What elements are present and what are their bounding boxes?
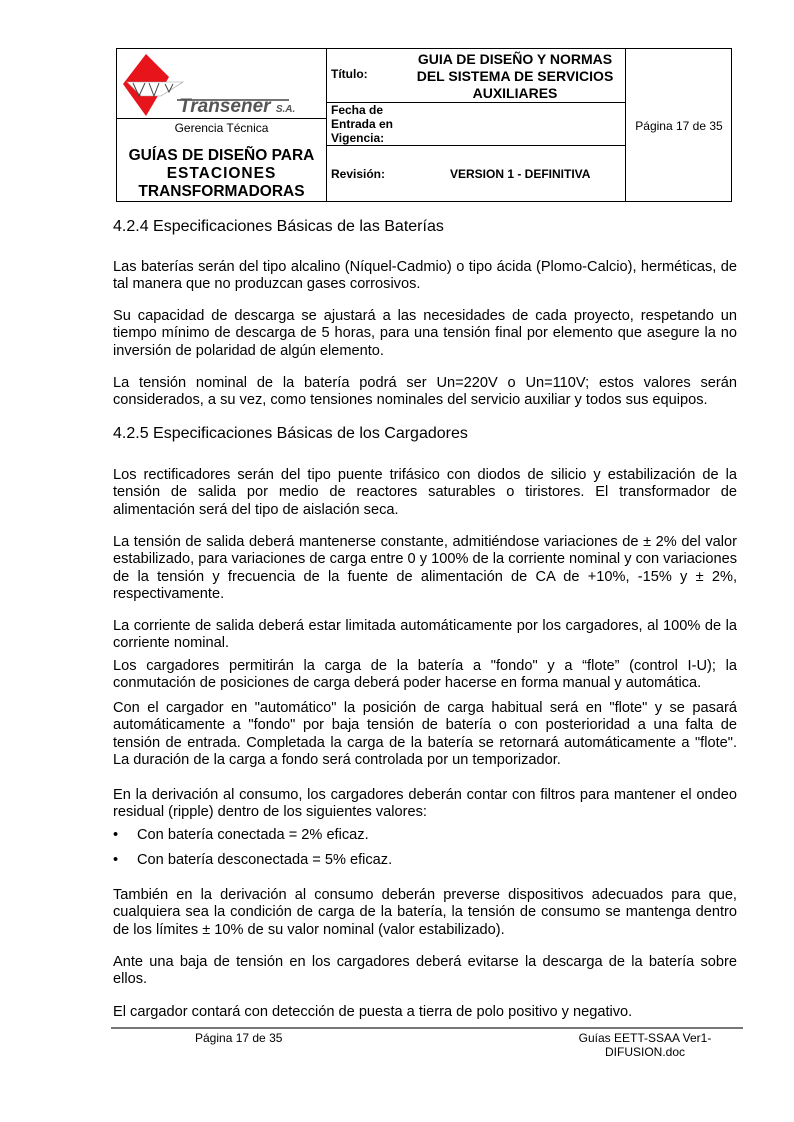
paragraph: La tensión nominal de la batería podrá ser Un=220V o Un=110V; estos valores serán considerados, a su vez, como tensiones nominales del servicio auxiliar y todos sus equipos.: [113, 375, 737, 409]
paragraph: Con el cargador en "automático" la posición de carga habitual será en "flote" y se pasará automáticamente a "fondo" por baja tensión de batería o con posterioridad a una falta de tensión de entrada. Completada la carga de la batería se retornará automáticamente a "flote". La duración de la carga a fondo será controlada por un temporizador.: [113, 700, 737, 769]
company-suffix: S.A.: [275, 104, 296, 115]
company-name: Transener: [179, 96, 271, 117]
paragraph: La tensión de salida deberá mantenerse constante, admitiéndose variaciones de ± 2% del valor estabilizado, para variaciones de carga entre 0 y 100% de la corriente nominal y con variaciones de la tensión y frecuencia de la fuente de alimentación de CA de +10%, -15% y ± 2%, respectivamente.: [113, 534, 737, 603]
paragraph: Su capacidad de descarga se ajustará a las necesidades de cada proyecto, respetando un tiempo mínimo de descarga de 5 horas, para una tensión final por elemento que asegure la no inversión de polaridad de algún elemento.: [113, 308, 737, 359]
title-label: Título:: [331, 67, 368, 81]
paragraph: También en la derivación al consumo deberán preverse dispositivos adecuados para que, cualquiera sea la condición de carga de la batería, la tensión de consumo se mantenga dentro de los límites ± 10% de su valor nominal (valor estabilizado).: [113, 887, 737, 938]
document-page: Transener S.A. Gerencia Técnica GUÍAS DE DISEÑO PARA ESTACIONES TRANSFORMADORAS Título: GUIA DE DISEÑO Y NORMAS DEL SISTEMA DE SERVICIOS AUXILIARES Fecha de Entrada en Vigencia: Revisión: VERSION 1 - DEFINITIVA Página 17 de 35 4.2.4 Especificaciones Básicas de las Baterías Las baterías serán del tipo alcalino (Níquel-Cadmio) o tipo ácida (Plomo-Calcio), herméticas, de tal manera que no produzcan gases corrosivos. Su capacidad de descarga se ajustará a las necesidades de cada proyecto, respetando un tiempo mínimo de descarga de 5 horas, para una tensión final por elemento que asegure la no inversión de polaridad de algún elemento. La tensión nominal de la batería podrá ser Un=220V o Un=110V; estos valores serán considerados, a su vez, como tensiones nominales del servicio auxiliar y todos sus equipos. 4.2.5 Especificaciones Básicas de los Cargadores Los rectificadores serán del tipo puente trifásico con diodos de silicio y estabilización de la tensión de salida por medio de reactores saturables o tiristores. El transformador de alimentación será del tipo de aislación seca. La tensión de salida deberá mantenerse constante, admitiéndose variaciones de ± 2% del valor estabilizado, para variaciones de carga entre 0 y 100% de la corriente nominal y con variaciones de la tensión y frecuencia de la fuente de alimentación de CA de +10%, -15% y ± 2%, respectivamente. La corriente de salida deberá estar limitada automáticamente por los cargadores, al 100% de la corriente nominal. Los cargadores permitirán la carga de la batería a "fondo" y a “flote” (control I-U); la conmutación de posiciones de carga deberá poder hacerse en forma manual y automática. Con el cargador en "automático" la posición de carga habitual será en "flote" y se pasará automáticamente a "fondo" por baja tensión de batería o con posterioridad a una falta de tensión de entrada. Completada la carga de la batería se retornará automáticamente a "flote". La duración de la carga a fondo será controlada por un temporizador. En la derivación al consumo, los cargadores deberán contar con filtros para mantener el ondeo residual (ripple) dentro de los siguientes valores: • Con batería conectada = 2% eficaz. • Con batería desconectada = 5% eficaz. También en la derivación al consumo deberán preverse dispositivos adecuados para que, cualquiera sea la condición de carga de la batería, la tensión de consumo se mantenga dentro de los límites ± 10% de su valor nominal (valor estabilizado). Ante una baja de tensión en los cargadores deberá evitarse la descarga de la batería sobre ellos. El cargador contará con detección de puesta a tierra de polo positivo y negativo. Página 17 de 35 Guías EETT-SSAA Ver1- DIFUSION.doc: [0, 0, 794, 1122]
paragraph: El cargador contará con detección de puesta a tierra de polo positivo y negativo.: [113, 1004, 633, 1020]
footer-divider: [111, 1027, 743, 1029]
doc-title: GUIA DE DISEÑO Y NORMAS DEL SISTEMA DE SERVICIOS AUXILIARES: [416, 51, 614, 101]
doc-series: GUÍAS DE DISEÑO PARA ESTACIONES TRANSFORMADORAS: [128, 147, 315, 200]
paragraph: Los rectificadores serán del tipo puente trifásico con diodos de silicio y estabilización de la tensión de salida por medio de reactores saturables o tiristores. El transformador de alimentación será del tipo de aislación seca.: [113, 467, 737, 518]
paragraph: En la derivación al consumo, los cargadores deberán contar con filtros para mantener el ondeo residual (ripple) dentro de los siguientes valores:: [113, 787, 737, 821]
document-header-table: [116, 48, 732, 202]
date-label: Fecha de Entrada en Vigencia:: [331, 103, 394, 145]
company-logo: [121, 52, 325, 116]
revision-label: Revisión:: [331, 167, 386, 181]
revision-value: VERSION 1 - DEFINITIVA: [450, 167, 591, 181]
paragraph: Los cargadores permitirán la carga de la batería a "fondo" y a “flote” (control I-U); la conmutación de posiciones de carga deberá poder hacerse en forma manual y automática.: [113, 658, 737, 692]
paragraph: Ante una baja de tensión en los cargadores deberá evitarse la descarga de la batería sobre ellos.: [113, 954, 737, 988]
paragraph: La corriente de salida deberá estar limitada automáticamente por los cargadores, al 100% de la corriente nominal.: [113, 618, 737, 652]
footer-page: Página 17 de 35: [195, 1031, 283, 1045]
footer-filename: Guías EETT-SSAA Ver1- DIFUSION.doc: [578, 1031, 712, 1059]
page-indicator: Página 17 de 35: [635, 119, 723, 133]
section-heading-4-2-4: 4.2.4 Especificaciones Básicas de las Baterías: [113, 218, 444, 235]
paragraph: Las baterías serán del tipo alcalino (Níquel-Cadmio) o tipo ácida (Plomo-Calcio), herméticas, de tal manera que no produzcan gases corrosivos.: [113, 259, 737, 293]
section-heading-4-2-5: 4.2.5 Especificaciones Básicas de los Cargadores: [113, 425, 468, 442]
department: Gerencia Técnica: [174, 121, 269, 135]
